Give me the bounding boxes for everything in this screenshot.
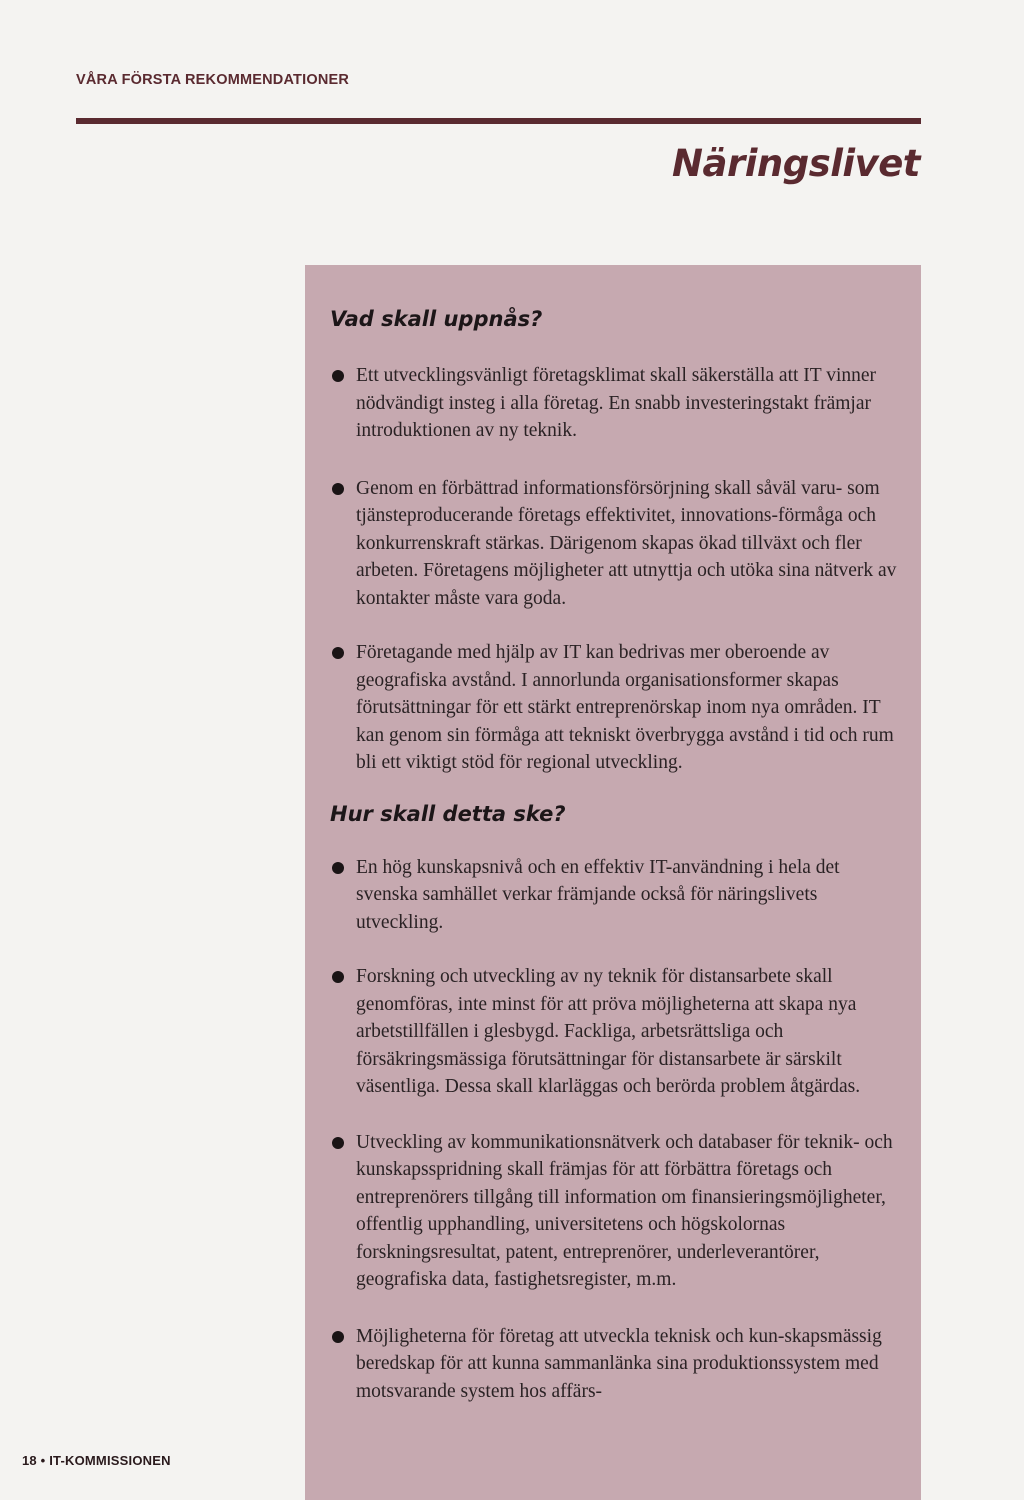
panel-content — [330, 307, 900, 1405]
bullet-item — [330, 1323, 900, 1406]
bullet-item — [330, 854, 900, 937]
bullet-text: En hög kunskapsnivå och en effektiv IT-användning i hela det svenska samhället verkar främjande också för näringslivets utveckling. — [356, 856, 840, 933]
bullet-text: Företagande med hjälp av IT kan bedrivas mer oberoende av geografiska avstånd. I annorlunda organisationsformer skapas förutsättningar för ett stärkt entreprenörskap inom nya områden. IT kan genom sin förmåga att tekniskt överbrygga avstånd i tid och rum bli ett viktigt stöd för regional utveckling. — [356, 642, 894, 773]
bullet-text: Utveckling av kommunikationsnätverk och databaser för teknik- och kunskapsspridning skall främjas för att förbättra företags och entreprenörers tillgång till information om finansieringsmöjligheter, offentlig upphandling, universitetens och högskolornas forskningsresultat, patent, entreprenörer, underleverantörer, geografiska data, fastighetsregister, m.m. — [356, 1131, 893, 1290]
running-head: VÅRA FÖRSTA REKOMMENDATIONER — [76, 72, 350, 88]
page-footer: 18 • IT-KOMMISSIONEN — [22, 1453, 171, 1468]
bullet-text: Genom en förbättrad informationsförsörjning skall såväl varu- som tjänsteproducerande företags effektivitet, innovations-förmåga och konkurrenskraft stärkas. Därigenom skapas ökad tillväxt och fler arbeten. Företagens möjligheter att utnyttja och utöka sina nätverk av kontakter måste vara goda. — [356, 477, 897, 609]
bullet-text: Ett utvecklingsvänligt företagsklimat skall säkerställa att IT vinner nödvändigt insteg i alla företag. En snabb investeringstakt främjar introduktionen av ny teknik. — [356, 365, 877, 441]
bullet-item — [330, 475, 900, 613]
bullet-item — [330, 639, 900, 777]
bullet-dot-icon — [332, 862, 344, 874]
bullet-text: Forskning och utveckling av ny teknik för distansarbete skall genomföras, inte minst för att pröva möjligheterna att skapa nya arbetstillfällen i glesbygd. Fackliga, arbetsrättsliga och försäkringsmässiga förutsättningar för distansarbete är särskilt väsentliga. Dessa skall klarläggas och berörda problem åtgärdas. — [356, 966, 861, 1097]
recommendations-panel — [305, 265, 921, 1500]
bullet-item — [330, 1129, 900, 1294]
heading-goals: Vad skall uppnås? — [330, 307, 543, 331]
bullet-dot-icon — [332, 483, 344, 495]
bullet-text: Möjligheterna för företag att utveckla teknisk och kun-skapsmässig beredskap för att kunna sammanlänka sina produktionssystem med motsvarande system hos affärs- — [356, 1325, 882, 1402]
bullet-dot-icon — [332, 971, 344, 983]
bullet-dot-icon — [332, 370, 344, 382]
heading-actions: Hur skall detta ske? — [330, 801, 566, 826]
bullet-dot-icon — [332, 1137, 344, 1149]
bullet-item — [330, 362, 900, 445]
bullet-dot-icon — [332, 1331, 344, 1343]
bullet-dot-icon — [332, 647, 344, 659]
section-title: Näringslivet — [672, 142, 920, 185]
header-rule — [76, 118, 921, 124]
bullet-item — [330, 963, 900, 1101]
